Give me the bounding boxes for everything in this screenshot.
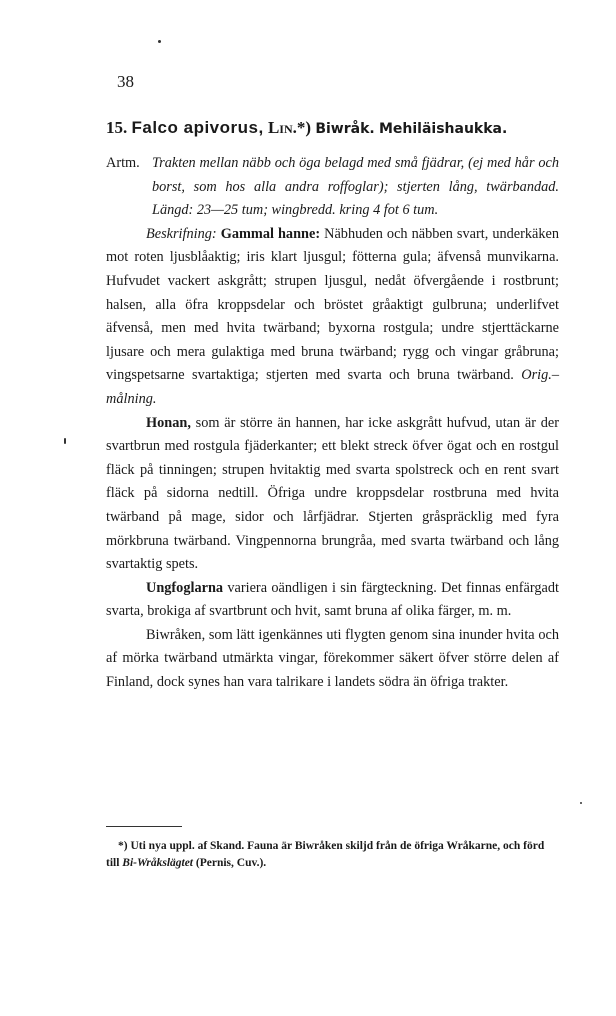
female-heading: Honan,	[146, 414, 191, 431]
juvenile-heading: Ungfoglarna	[146, 579, 224, 596]
juvenile-paragraph	[106, 577, 559, 624]
footnote-genus: Bi-Wråkslägtet	[122, 857, 194, 869]
artm-paragraph	[106, 152, 559, 223]
footnote-text-end: (Pernis, Cuv.).	[195, 857, 267, 869]
species-number: 15.	[106, 118, 128, 137]
female-paragraph	[106, 412, 559, 577]
original-painting-note: Orig.–målning.	[106, 367, 560, 407]
swedish-name: Biwråk.	[315, 121, 375, 137]
ink-speck	[64, 438, 66, 444]
artm-text: Trakten mellan näbb och öga belagd med små fjädrar, (ej med hår och borst, som hos alla andra roffoglar); stjerten lång, twärbandad. Längd: 23—25 tum; wingbredd. kring 4 fot 6 tum.	[152, 155, 559, 219]
description-label: Beskrifning:	[146, 225, 217, 242]
footnote	[106, 838, 559, 872]
footnote-divider	[106, 826, 182, 827]
page-number: 38	[117, 72, 134, 91]
description-paragraph	[106, 223, 559, 412]
finnish-name: Mehiläishaukka.	[378, 121, 508, 137]
footnote-mark: *)	[118, 840, 128, 852]
artm-label: Artm.	[106, 155, 140, 171]
distribution-text: Biwråken, som lätt igenkännes uti flygten genom sina inunder hvita och af mörka twärband utmärkta vingar, förekommer säkert öfver större delen af Finland, dock synes han vara talrikare i landets södra än öfriga trakter.	[106, 626, 559, 691]
species-latin-name: Falco apivorus,	[131, 118, 264, 137]
male-description: Näbhuden och näbben svart, underkäken mot roten ljusblåaktig; iris klart ljusgul; fötterna gula; äfvenså munvikarna. Hufvudet vackert askgrått; strupen ljusgul, nedåt öfvergående i rostbrunt; halsen, alla öfra kroppsdelar och bröstet gråaktigt gulbruna; underlifvet äfvenså, men med hvita twärband; byxorna rostgula; undre stjerttäckarne ljusare och mera gulaktiga med bruna twärband; rygg och vingar gråbruna; vingspetsarne svartaktiga; stjerten med svarta och bruna twärband.	[106, 225, 560, 384]
juvenile-description: variera oändligen i sin färgteckning. Det finnas enfärgadt svarta, brokiga af svartbrunt och hvit, samt bruna af olika färger, m. m.	[106, 579, 559, 620]
main-text	[106, 152, 559, 695]
species-author: Lin.	[267, 118, 297, 137]
ink-speck	[158, 40, 161, 43]
footnote-reference: *)	[296, 118, 312, 137]
ink-speck	[580, 802, 582, 804]
distribution-paragraph	[106, 624, 559, 695]
male-heading: Gammal hanne:	[220, 225, 321, 242]
species-heading	[106, 118, 576, 138]
female-description: som är större än hannen, har icke askgrått hufvud, utan är der svartbrun med rostgula fjäderkanter; ett blekt streck öfver ögat och en rostgul fläck på tinningen; strupen hvitaktig med svarta spolstreck och en rent svart fläck på sidorna nedtill. Öfriga undre kroppsdelar rostbruna med hvita twärband på mage, sidor och lårfjädrar. Stjerten gråspräcklig med fyra mörkbruna twärband. Vingpennorna brungråa, med svarta twärband och lång svartaktig spets.	[106, 414, 559, 573]
footnote-text: Uti nya uppl. af Skand. Fauna är Biwråken skiljd från de öfriga Wråkarne, och förd till	[106, 840, 545, 869]
